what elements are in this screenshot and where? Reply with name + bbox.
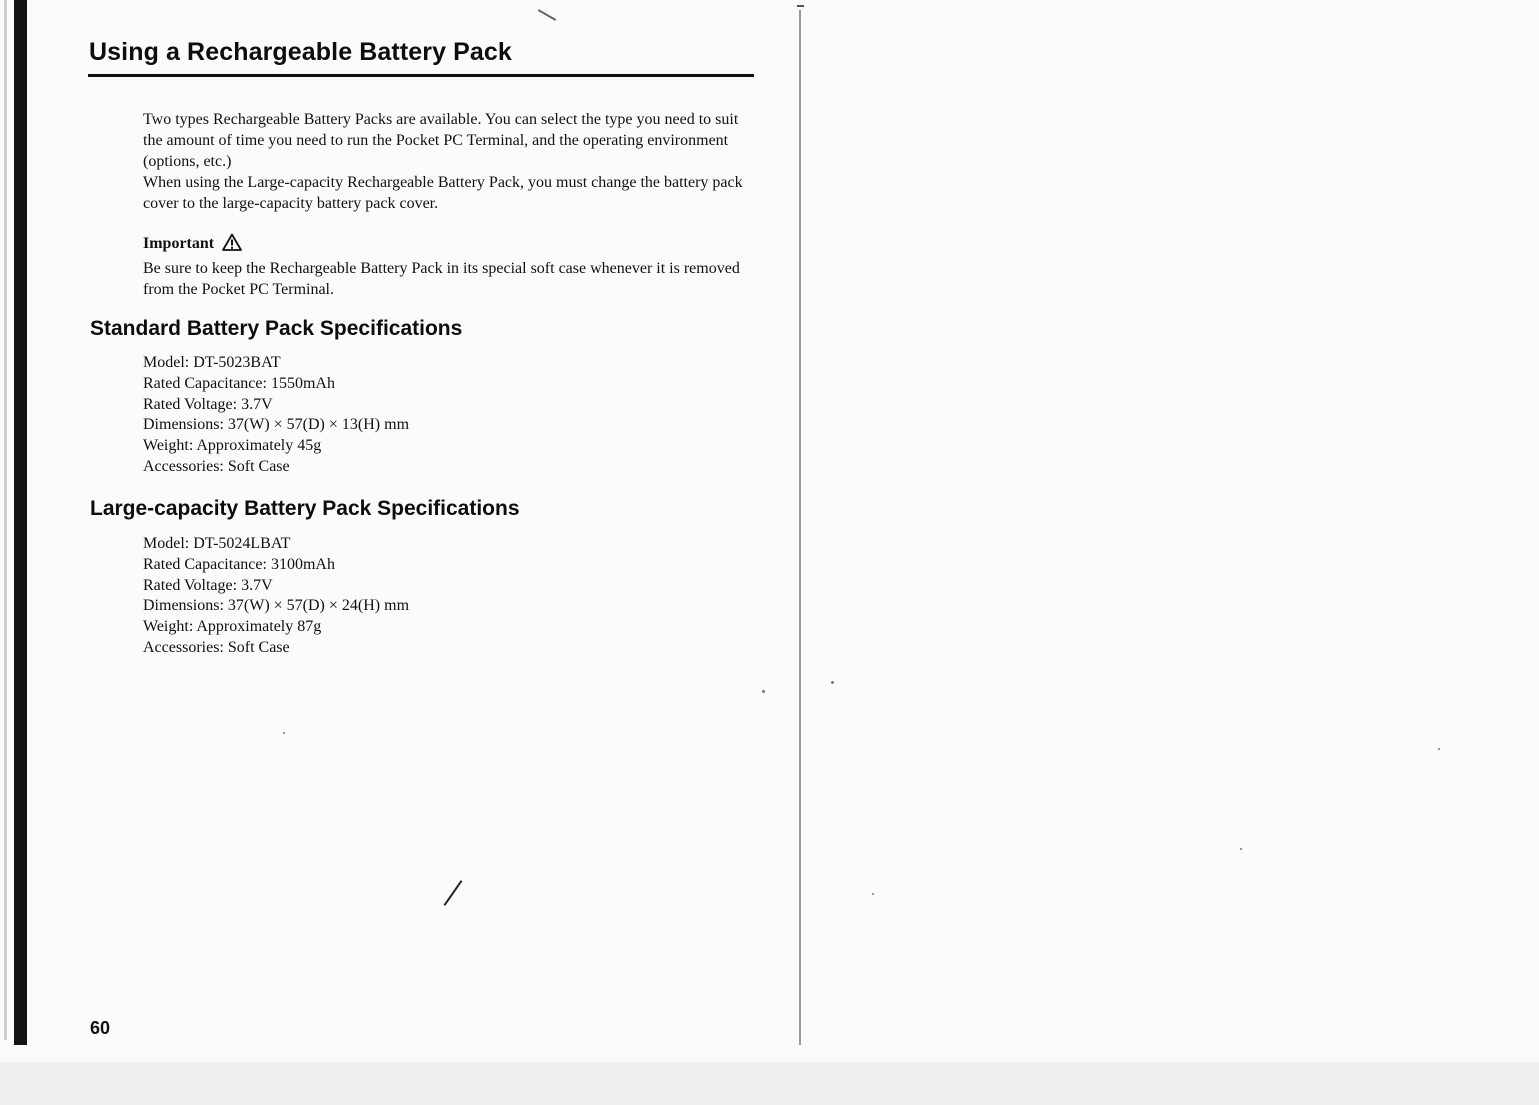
page-fold-divider [799,10,801,1045]
large-specs-list [143,534,409,659]
spec-model: Model: DT-5023BAT [143,354,281,371]
spec-voltage: Rated Voltage: 3.7V [143,395,273,413]
intro-text [143,109,753,214]
spec-voltage: Rated Voltage: 3.7V [143,576,273,594]
standard-specs-heading: Standard Battery Pack Specifications [90,317,463,340]
scan-speck [762,690,765,693]
scan-speck [872,893,874,895]
scan-speck [831,681,834,684]
spec-capacitance: Rated Capacitance: 3100mAh [143,555,335,573]
standard-specs-list [143,353,409,478]
important-label: Important [143,235,215,252]
intro-paragraph-1: Two types Rechargeable Battery Packs are available. You can select the type you need to suit the amount of time you need to run the Pocket PC Terminal, and the operating environment (options, etc.) [143,111,739,170]
scan-speck [1240,848,1242,850]
binding-edge [14,0,27,1045]
scan-bottom-margin [0,1062,1539,1105]
spec-model: Model: DT-5024LBAT [143,535,291,552]
spec-dimensions: Dimensions: 37(W) × 57(D) × 24(H) mm [143,597,410,615]
scan-speck [283,732,285,734]
important-heading [143,233,242,257]
intro-paragraph-2: When using the Large-capacity Rechargeable Battery Pack, you must change the battery pack cover to the large-capacity battery pack cover. [143,174,743,212]
page-number: 60 [90,1018,111,1038]
spec-weight: Weight: Approximately 87g [143,618,322,636]
spec-dimensions: Dimensions: 37(W) × 57(D) × 13(H) mm [143,416,410,434]
page-title: Using a Rechargeable Battery Pack [89,38,512,66]
binding-shadow [4,0,7,1040]
warning-icon [222,233,242,257]
spec-accessories: Accessories: Soft Case [143,457,290,475]
large-specs-heading: Large-capacity Battery Pack Specifications [90,497,520,520]
spec-weight: Weight: Approximately 45g [143,437,322,455]
spec-accessories: Accessories: Soft Case [143,638,290,656]
fold-tick-mark [797,5,804,7]
important-text: Be sure to keep the Rechargeable Battery Pack in its special soft case whenever it is removed from the Pocket PC Terminal. [143,260,740,298]
spec-capacitance: Rated Capacitance: 1550mAh [143,374,335,392]
scan-speck [1438,748,1440,750]
title-rule [88,74,754,77]
